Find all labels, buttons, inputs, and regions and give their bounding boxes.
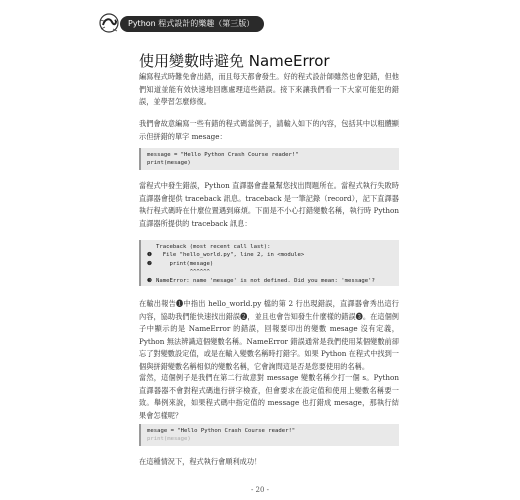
code-line: message = "Hello Python Crash Course reader!" — [147, 152, 299, 158]
snake-logo-icon — [98, 12, 120, 34]
code-block-traceback — [139, 240, 399, 286]
section-heading: 使用變數時避免 NameError — [139, 52, 330, 70]
paragraph-consistency: 當然，這個例子是我們在第二行故意對 message 變數名稱少打一個 s。Python 直譯器器不會對程式碼進行拼字檢查，但會要求在設定值和使用上變數名稱要一致。舉例來說，如果程式碼中指定值的 message 也打錯成 mesage，那執行結果會怎樣呢？ — [139, 373, 399, 420]
code-line: mesage = "Hello Python Crash Course reader!" — [147, 428, 296, 434]
book-title: Python 程式設計的樂趣（第三版） — [120, 16, 264, 32]
code-line: Traceback (most recent call last): — [156, 244, 271, 250]
paragraph-intro: 編寫程式時難免會出錯，而且每天都會發生。好的程式設計師雖然也會犯錯，但他們知道並能有效快速地回應處理這些錯誤。接下來讓我們看一下大家可能犯的錯誤，並學習怎麼修復。 — [139, 72, 399, 107]
code-line: ❷ print(mesage) — [147, 260, 214, 267]
paragraph-example-intro: 我們會故意編寫一些有錯的程式碼當例子，請輸入如下的內容，包括其中以粗體顯示但拼錯的單字 mesage： — [139, 119, 399, 141]
marker-1: ❶ — [147, 252, 153, 259]
code-block-error — [139, 148, 399, 170]
code-line: ^^^^^^ — [189, 269, 210, 276]
paragraph-nameerror-explain: 在輸出報告❶中指出 hello_world.py 檔的第 2 行出現錯誤，直譯器會秀出這行內容，協助我們能快速找出錯誤❷，並且也會告知發生什麼樣的錯誤❸。在這個例子中顯示的是 NameError 的錯誤，回報要印出的變數 mesage 沒有定義，Python 無法辨識這個變數名稱。NameError 錯誤通常是我們使用某個變數前卻忘了對變數設定值，或是在輸入變數名稱時打錯字。如果 Python 在程式中找到一個與拼錯變數名稱相似的變數名稱，它會詢問這是否是您要使用的名稱。 — [139, 299, 399, 371]
marker-3: ❸ — [147, 277, 153, 284]
paragraph-traceback-explain: 當程式中發生錯誤，Python 直譯器會盡量幫您找出問題所在。當程式執行失敗時直譯器會提供 traceback 訊息。traceback 是一筆記錄（record），記下直譯器執行程式碼時在什麼位置遇到麻煩。下面是不小心打錯變數名稱，執行時 Python 直譯器所提供的 traceback 訊息： — [139, 181, 399, 228]
marker-2: ❷ — [147, 260, 153, 267]
code-line: print(mesage) — [147, 436, 191, 443]
paragraph-success: 在這種情況下，程式執行會順利成功！ — [139, 457, 262, 466]
code-line: ❶ File "hello_world.py", line 2, in <module> — [147, 252, 305, 259]
page-header — [0, 0, 520, 48]
code-line: ❸ NameError: name 'mesage' is not defined. Did you mean: 'message'? — [147, 277, 375, 284]
page-number: - 20 - — [250, 486, 270, 494]
code-block-consistent — [139, 424, 399, 446]
code-line: print(mesage) — [147, 160, 191, 167]
